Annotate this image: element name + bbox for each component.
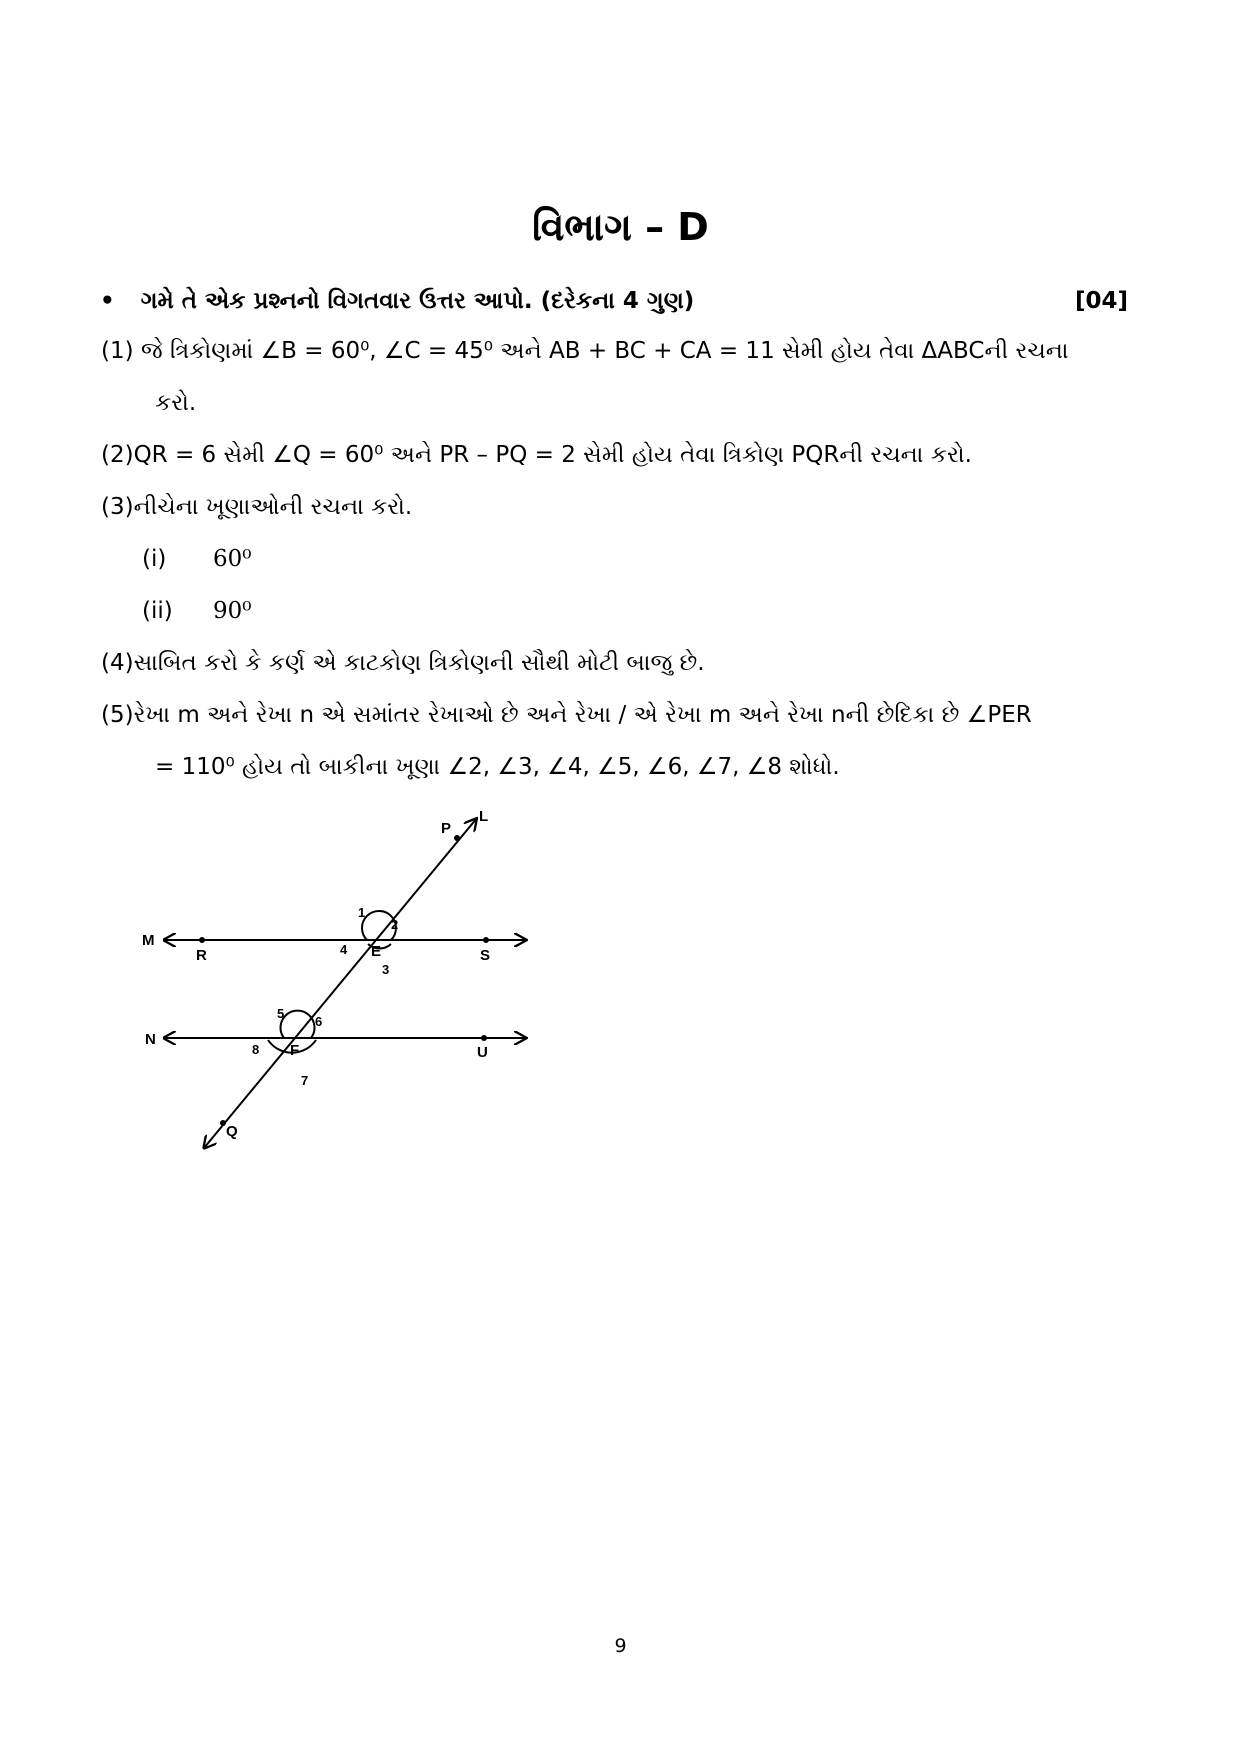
- point-u: [481, 1035, 487, 1041]
- instruction-text: ગમે તે એક પ્રશ્નનો વિગતવાર ઉત્તર આપો. (દરેકના 4 ગુણ): [140, 288, 695, 314]
- question-2: (2)QR = 6 સેમી ∠Q = 60⁰ અને PR – PQ = 2 સેમી હોય તેવા ત્રિકોણ PQRની રચના કરો.: [101, 442, 972, 468]
- point-r: [199, 937, 205, 943]
- angle-label-7: 7: [301, 1073, 309, 1088]
- label-n: N: [145, 1031, 156, 1048]
- angle-label-8: 8: [252, 1042, 260, 1057]
- section-title: વિભાગ – D: [532, 205, 709, 249]
- label-q: Q: [226, 1123, 238, 1140]
- bullet: •: [100, 288, 115, 314]
- label-f: F: [290, 1042, 300, 1059]
- question-5-line-2: = 110⁰ હોય તો બાકીના ખૂણા ∠2, ∠3, ∠4, ∠5, ∠6, ∠7, ∠8 શોધો.: [155, 754, 840, 780]
- question-3-item-label: (i): [142, 546, 167, 572]
- question-1-line-2: કરો.: [155, 390, 197, 416]
- point-p: [454, 835, 460, 841]
- label-e: E: [371, 943, 382, 960]
- question-3: (3)નીચેના ખૂણાઓની રચના કરો.: [101, 494, 413, 520]
- angle-label-5: 5: [277, 1006, 285, 1021]
- label-s: S: [480, 947, 491, 964]
- transversal-line: [204, 818, 477, 1148]
- label-p: P: [441, 820, 452, 837]
- question-3-item-value: 60⁰: [213, 546, 252, 572]
- question-4: (4)સાબિત કરો કે કર્ણ એ કાટકોણ ત્રિકોણની સૌથી મોટી બાજુ છે.: [101, 650, 705, 676]
- label-l: L: [479, 808, 489, 825]
- question-5-line-1: (5)રેખા m અને રેખા n એ સમાંતર રેખાઓ છે અને રેખા / એ રેખા m અને રેખા nની છેદિકા છે ∠PER: [101, 702, 1032, 728]
- label-r: R: [196, 947, 207, 964]
- question-3-item-value: 90⁰: [213, 598, 252, 624]
- angle-label-4: 4: [340, 942, 348, 957]
- label-m: M: [142, 932, 155, 949]
- angle-label-3: 3: [382, 962, 390, 977]
- question-1-line-1: (1) જે ત્રિકોણમાં ∠B = 60⁰, ∠C = 45⁰ અને AB + BC + CA = 11 સેમી હોય તેવા ΔABCની રચના: [101, 338, 1069, 364]
- page-number: 9: [614, 1635, 627, 1657]
- point-s: [483, 937, 489, 943]
- angle-label-2: 2: [391, 917, 399, 932]
- angle-label-1: 1: [358, 905, 366, 920]
- angle-label-6: 6: [315, 1014, 323, 1029]
- label-u: U: [477, 1044, 488, 1061]
- question-3-item-label: (ii): [142, 598, 173, 624]
- marks-label: [04]: [1075, 288, 1129, 314]
